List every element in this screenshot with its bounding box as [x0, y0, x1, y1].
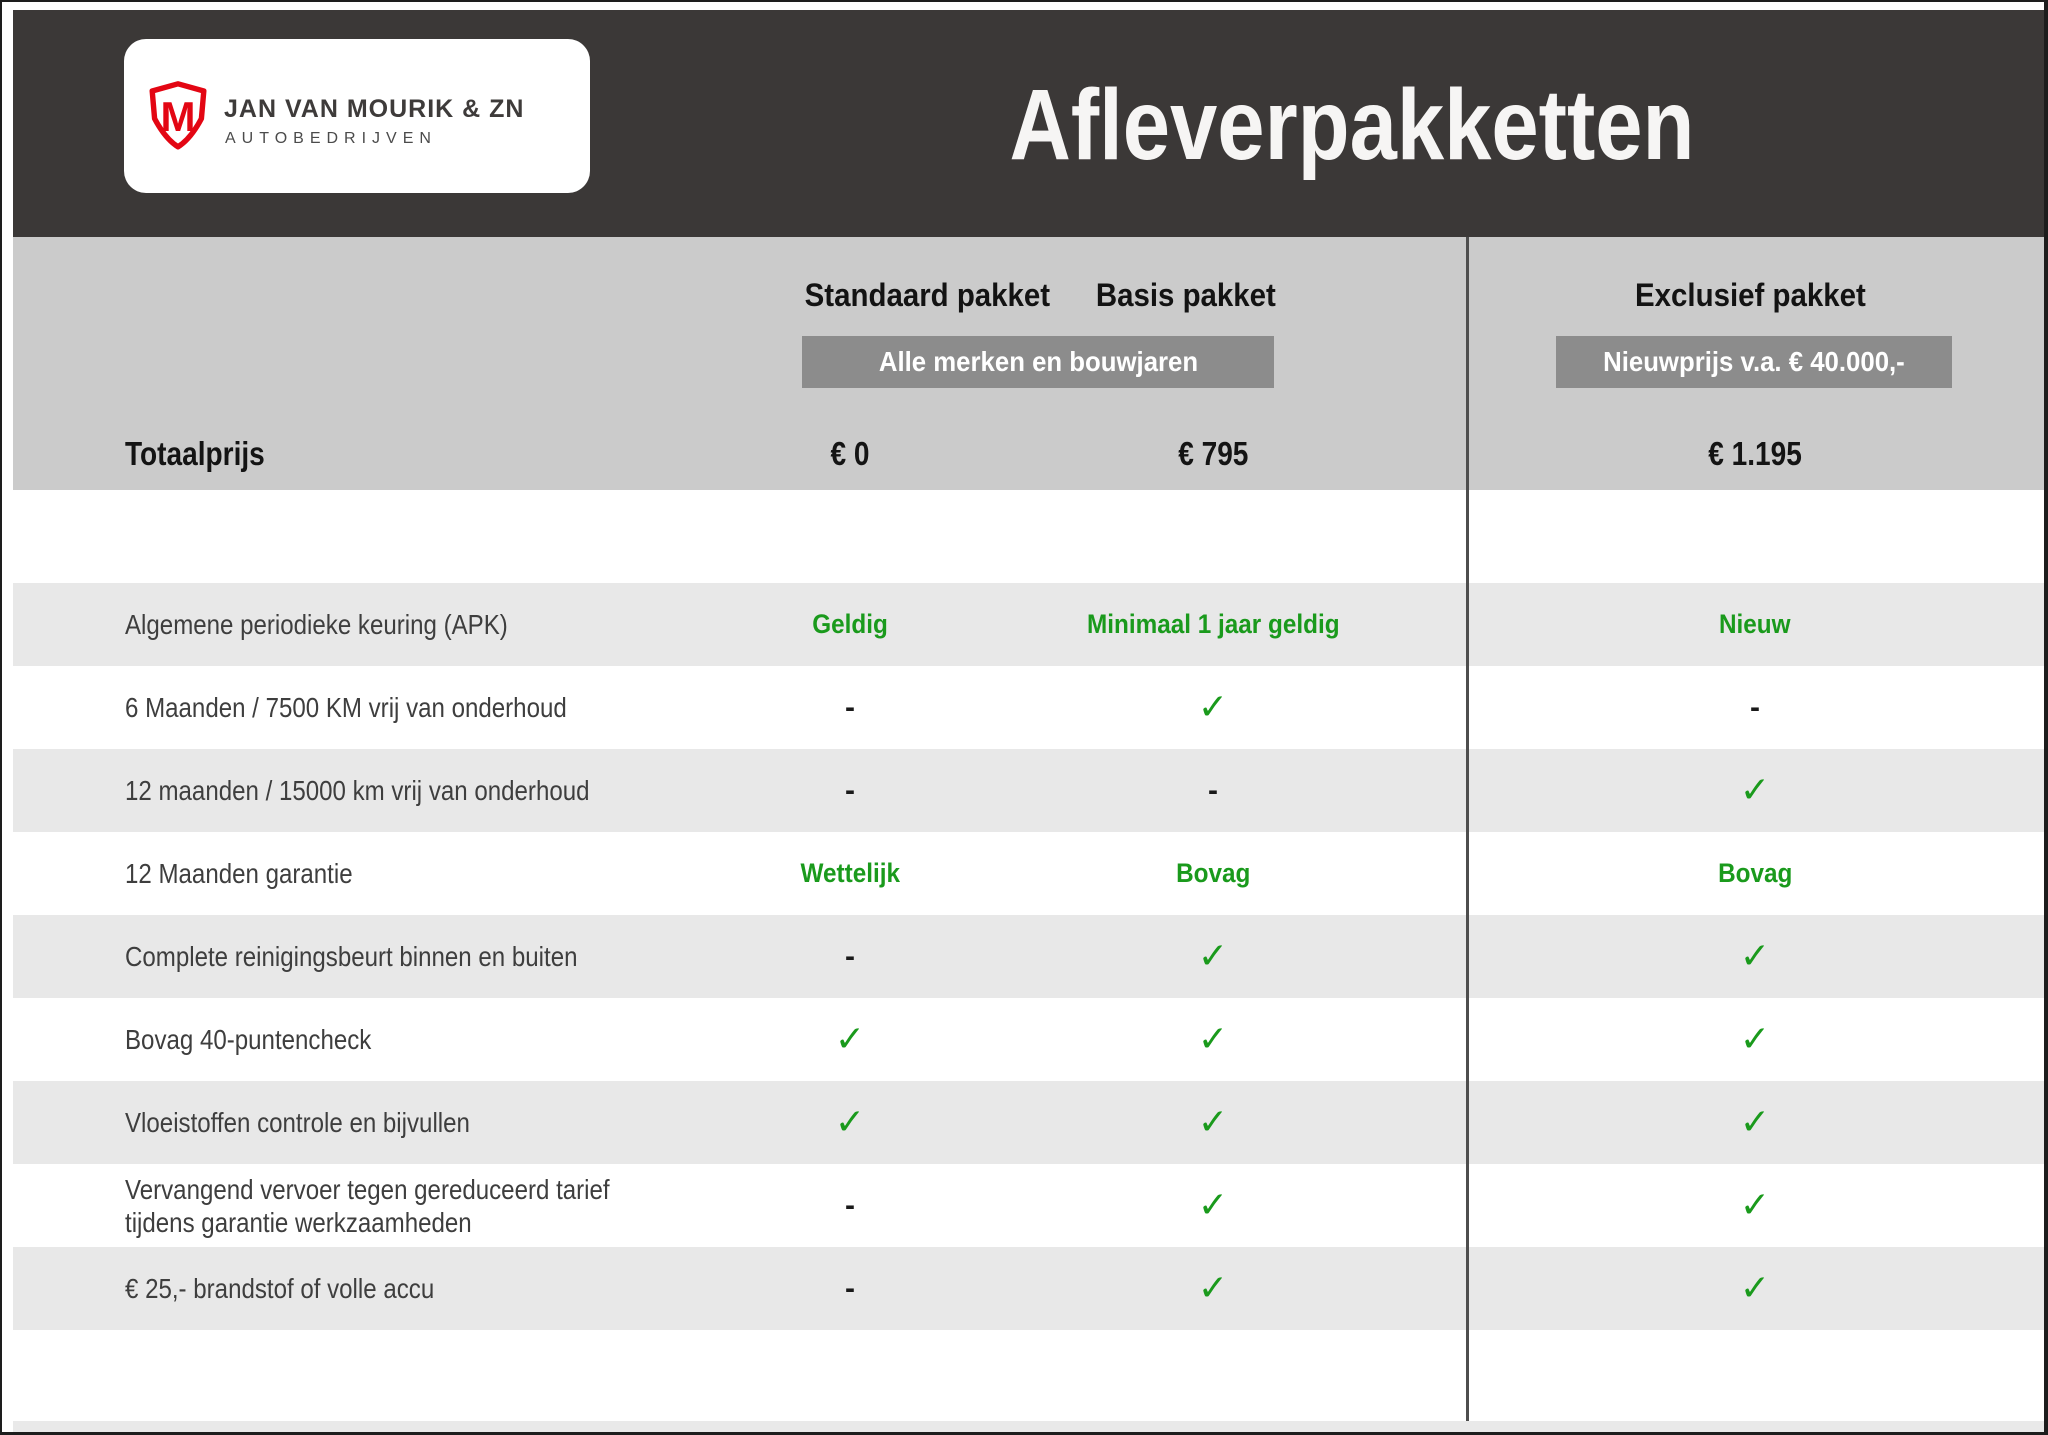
table-row — [13, 915, 2044, 998]
feature-label-cell — [13, 1247, 632, 1330]
column-gap — [1358, 583, 1466, 666]
feature-value-cell — [1466, 832, 2044, 915]
feature-label: 6 Maanden / 7500 KM vrij van onderhoud — [125, 692, 567, 723]
feature-label-cell — [13, 832, 632, 915]
feature-value-cell — [1068, 749, 1358, 832]
feature-value-cell — [1068, 583, 1358, 666]
feature-value-cell — [1466, 915, 2044, 998]
feature-label: 12 Maanden garantie — [125, 858, 353, 889]
table-row — [13, 666, 2044, 749]
table-row — [13, 1247, 2044, 1330]
feature-label-cell — [13, 1081, 632, 1164]
feature-value-cell — [1466, 1164, 2044, 1247]
brand-shield-icon — [148, 79, 208, 151]
feature-label-cell — [13, 666, 632, 749]
feature-value-cell — [1466, 749, 2044, 832]
column-gap — [1358, 417, 1466, 490]
feature-label-cell — [13, 749, 632, 832]
feature-value-cell — [632, 1081, 1068, 1164]
page-header — [13, 10, 2044, 237]
feature-rows — [13, 583, 2044, 1330]
check-icon: ✓ — [1739, 1101, 1771, 1143]
check-icon: ✓ — [1739, 769, 1771, 811]
check-icon: ✓ — [1197, 1267, 1229, 1309]
feature-value-cell — [1466, 666, 2044, 749]
feature-value-cell — [632, 832, 1068, 915]
table-row — [13, 583, 2044, 666]
feature-value-cell — [1068, 1081, 1358, 1164]
feature-value-cell — [1466, 998, 2044, 1081]
table-row — [13, 998, 2044, 1081]
check-icon: ✓ — [1197, 1101, 1229, 1143]
feature-value-text: Wettelijk — [800, 858, 900, 888]
totals-label-cell — [13, 417, 632, 490]
table-row — [13, 832, 2044, 915]
feature-label: Algemene periodieke keuring (APK) — [125, 609, 508, 640]
column-header-exclusief: Exclusief pakket — [1634, 277, 1866, 313]
feature-value-cell — [632, 583, 1068, 666]
feature-value-text: Bovag — [1717, 858, 1793, 888]
column-gap — [1358, 749, 1466, 832]
dash-icon: - — [845, 939, 855, 973]
feature-value-cell — [1068, 832, 1358, 915]
feature-label: Complete reinigingsbeurt binnen en buiten — [125, 941, 578, 972]
check-icon: ✓ — [1197, 1184, 1229, 1226]
check-icon: ✓ — [1739, 935, 1771, 977]
badge-new-price: Nieuwprijs v.a. € 40.000,- — [1556, 336, 1952, 388]
badge-all-makes: Alle merken en bouwjaren — [802, 336, 1274, 388]
pricing-band — [13, 237, 2044, 490]
totals-row — [13, 417, 2044, 490]
column-gap — [1358, 666, 1466, 749]
feature-label: 12 maanden / 15000 km vrij van onderhoud — [125, 775, 590, 806]
column-gap — [1358, 1081, 1466, 1164]
column-gap — [1358, 915, 1466, 998]
feature-label-cell — [13, 1164, 632, 1247]
feature-value-text: Bovag — [1175, 858, 1251, 888]
feature-value-text: Nieuw — [1719, 609, 1791, 639]
feature-value-cell — [1068, 1247, 1358, 1330]
check-icon: ✓ — [1739, 1018, 1771, 1060]
column-header-standaard: Standaard pakket — [804, 277, 1050, 313]
column-divider-line — [1466, 237, 1469, 1421]
feature-value-cell — [1068, 666, 1358, 749]
check-icon: ✓ — [1739, 1184, 1771, 1226]
feature-value-text: Minimaal 1 jaar geldig — [1086, 609, 1340, 639]
dash-icon: - — [845, 1188, 855, 1222]
feature-value-text: Geldig — [812, 609, 888, 639]
brand-logo-card — [124, 39, 590, 193]
feature-label-cell — [13, 998, 632, 1081]
brand-subtitle: AUTOBEDRIJVEN — [225, 130, 437, 147]
check-icon: ✓ — [1197, 935, 1229, 977]
bottom-strip — [13, 1421, 2044, 1434]
feature-label: Vloeistoffen controle en bijvullen — [125, 1107, 470, 1138]
dash-icon: - — [845, 690, 855, 724]
total-price-standaard-cell — [632, 417, 1068, 490]
feature-value-cell — [632, 998, 1068, 1081]
table-row — [13, 1164, 2044, 1247]
dash-icon: - — [845, 773, 855, 807]
total-price-basis-cell — [1068, 417, 1358, 490]
feature-value-cell — [1466, 583, 2044, 666]
feature-value-cell — [1068, 1164, 1358, 1247]
column-gap — [1358, 998, 1466, 1081]
feature-value-cell — [1068, 915, 1358, 998]
dash-icon: - — [1208, 773, 1218, 807]
feature-value-cell — [632, 915, 1068, 998]
page-title: Afleverpakketten — [1009, 69, 1695, 181]
brand-name: JAN VAN MOURIK & ZN — [224, 95, 525, 123]
feature-value-cell — [632, 749, 1068, 832]
feature-label-cell — [13, 915, 632, 998]
feature-value-cell — [1466, 1081, 2044, 1164]
total-price-exclusief-cell — [1466, 417, 2044, 490]
feature-label-cell — [13, 583, 632, 666]
table-row — [13, 749, 2044, 832]
feature-label: Vervangend vervoer tegen gereduceerd tarief tijdens garantie werkzaamheden — [125, 1173, 610, 1238]
feature-label: € 25,- brandstof of volle accu — [125, 1273, 435, 1304]
total-price-standaard: € 0 — [830, 434, 870, 472]
column-header-basis: Basis pakket — [1095, 277, 1277, 313]
dash-icon: - — [845, 1271, 855, 1305]
feature-value-cell — [1068, 998, 1358, 1081]
table-row — [13, 1081, 2044, 1164]
check-icon: ✓ — [1197, 686, 1229, 728]
feature-value-cell — [632, 666, 1068, 749]
feature-label: Bovag 40-puntencheck — [125, 1024, 372, 1055]
feature-value-cell — [1466, 1247, 2044, 1330]
total-price-basis: € 795 — [1177, 434, 1249, 472]
svg-text:M: M — [160, 93, 196, 141]
check-icon: ✓ — [1739, 1267, 1771, 1309]
feature-value-cell — [632, 1247, 1068, 1330]
check-icon: ✓ — [834, 1018, 866, 1060]
column-gap — [1358, 832, 1466, 915]
column-gap — [1358, 1164, 1466, 1247]
feature-value-cell — [632, 1164, 1068, 1247]
total-price-exclusief: € 1.195 — [1708, 434, 1802, 472]
totals-label: Totaalprijs — [125, 434, 265, 472]
dash-icon: - — [1750, 690, 1760, 724]
check-icon: ✓ — [1197, 1018, 1229, 1060]
check-icon: ✓ — [834, 1101, 866, 1143]
column-gap — [1358, 1247, 1466, 1330]
